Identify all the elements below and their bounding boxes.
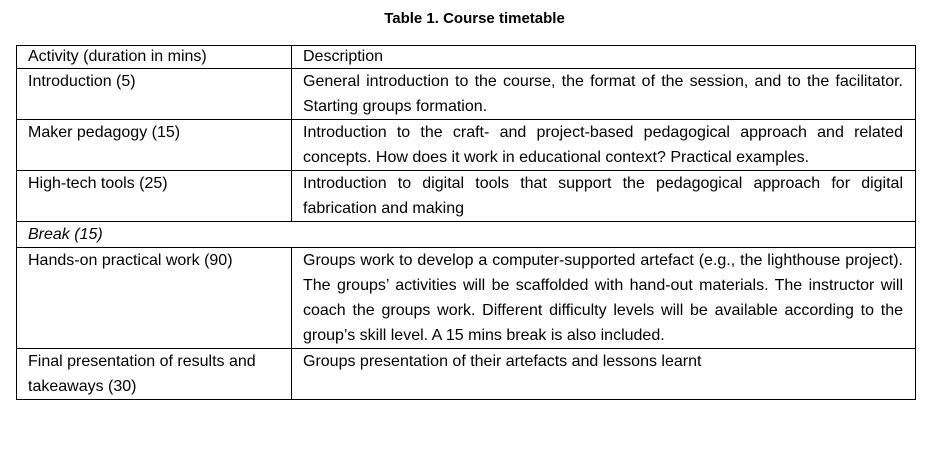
activity-cell: High-tech tools (25): [17, 171, 292, 222]
table-header-row: [17, 46, 916, 69]
header-description: Description: [292, 46, 916, 69]
table-caption: Table 1. Course timetable: [384, 10, 565, 27]
activity-cell: Final presentation of results and takeaways (30): [17, 349, 292, 400]
activity-cell: Introduction (5): [17, 69, 292, 120]
course-timetable: [16, 45, 916, 400]
description-cell: Introduction to the craft- and project-based pedagogical approach and related concepts. How does it work in educational context? Practical examples.: [292, 120, 916, 171]
break-cell: Break (15): [17, 222, 916, 248]
header-activity: Activity (duration in mins): [17, 46, 292, 69]
description-cell: Groups presentation of their artefacts and lessons learnt: [292, 349, 916, 400]
table-row: [17, 248, 916, 349]
table-row: [17, 69, 916, 120]
description-cell: Groups work to develop a computer-supported artefact (e.g., the lighthouse project). The groups’ activities will be scaffolded with hand-out materials. The instructor will coach the groups work. Different difficulty levels will be available according to the group’s skill level. A 15 mins break is also included.: [292, 248, 916, 349]
description-cell: Introduction to digital tools that support the pedagogical approach for digital fabrication and making: [292, 171, 916, 222]
table-row: [17, 349, 916, 400]
activity-cell: Maker pedagogy (15): [17, 120, 292, 171]
table-row: [17, 171, 916, 222]
table-row: [17, 120, 916, 171]
activity-cell: Hands-on practical work (90): [17, 248, 292, 349]
description-cell: General introduction to the course, the format of the session, and to the facilitator. Starting groups formation.: [292, 69, 916, 120]
break-row: [17, 222, 916, 248]
